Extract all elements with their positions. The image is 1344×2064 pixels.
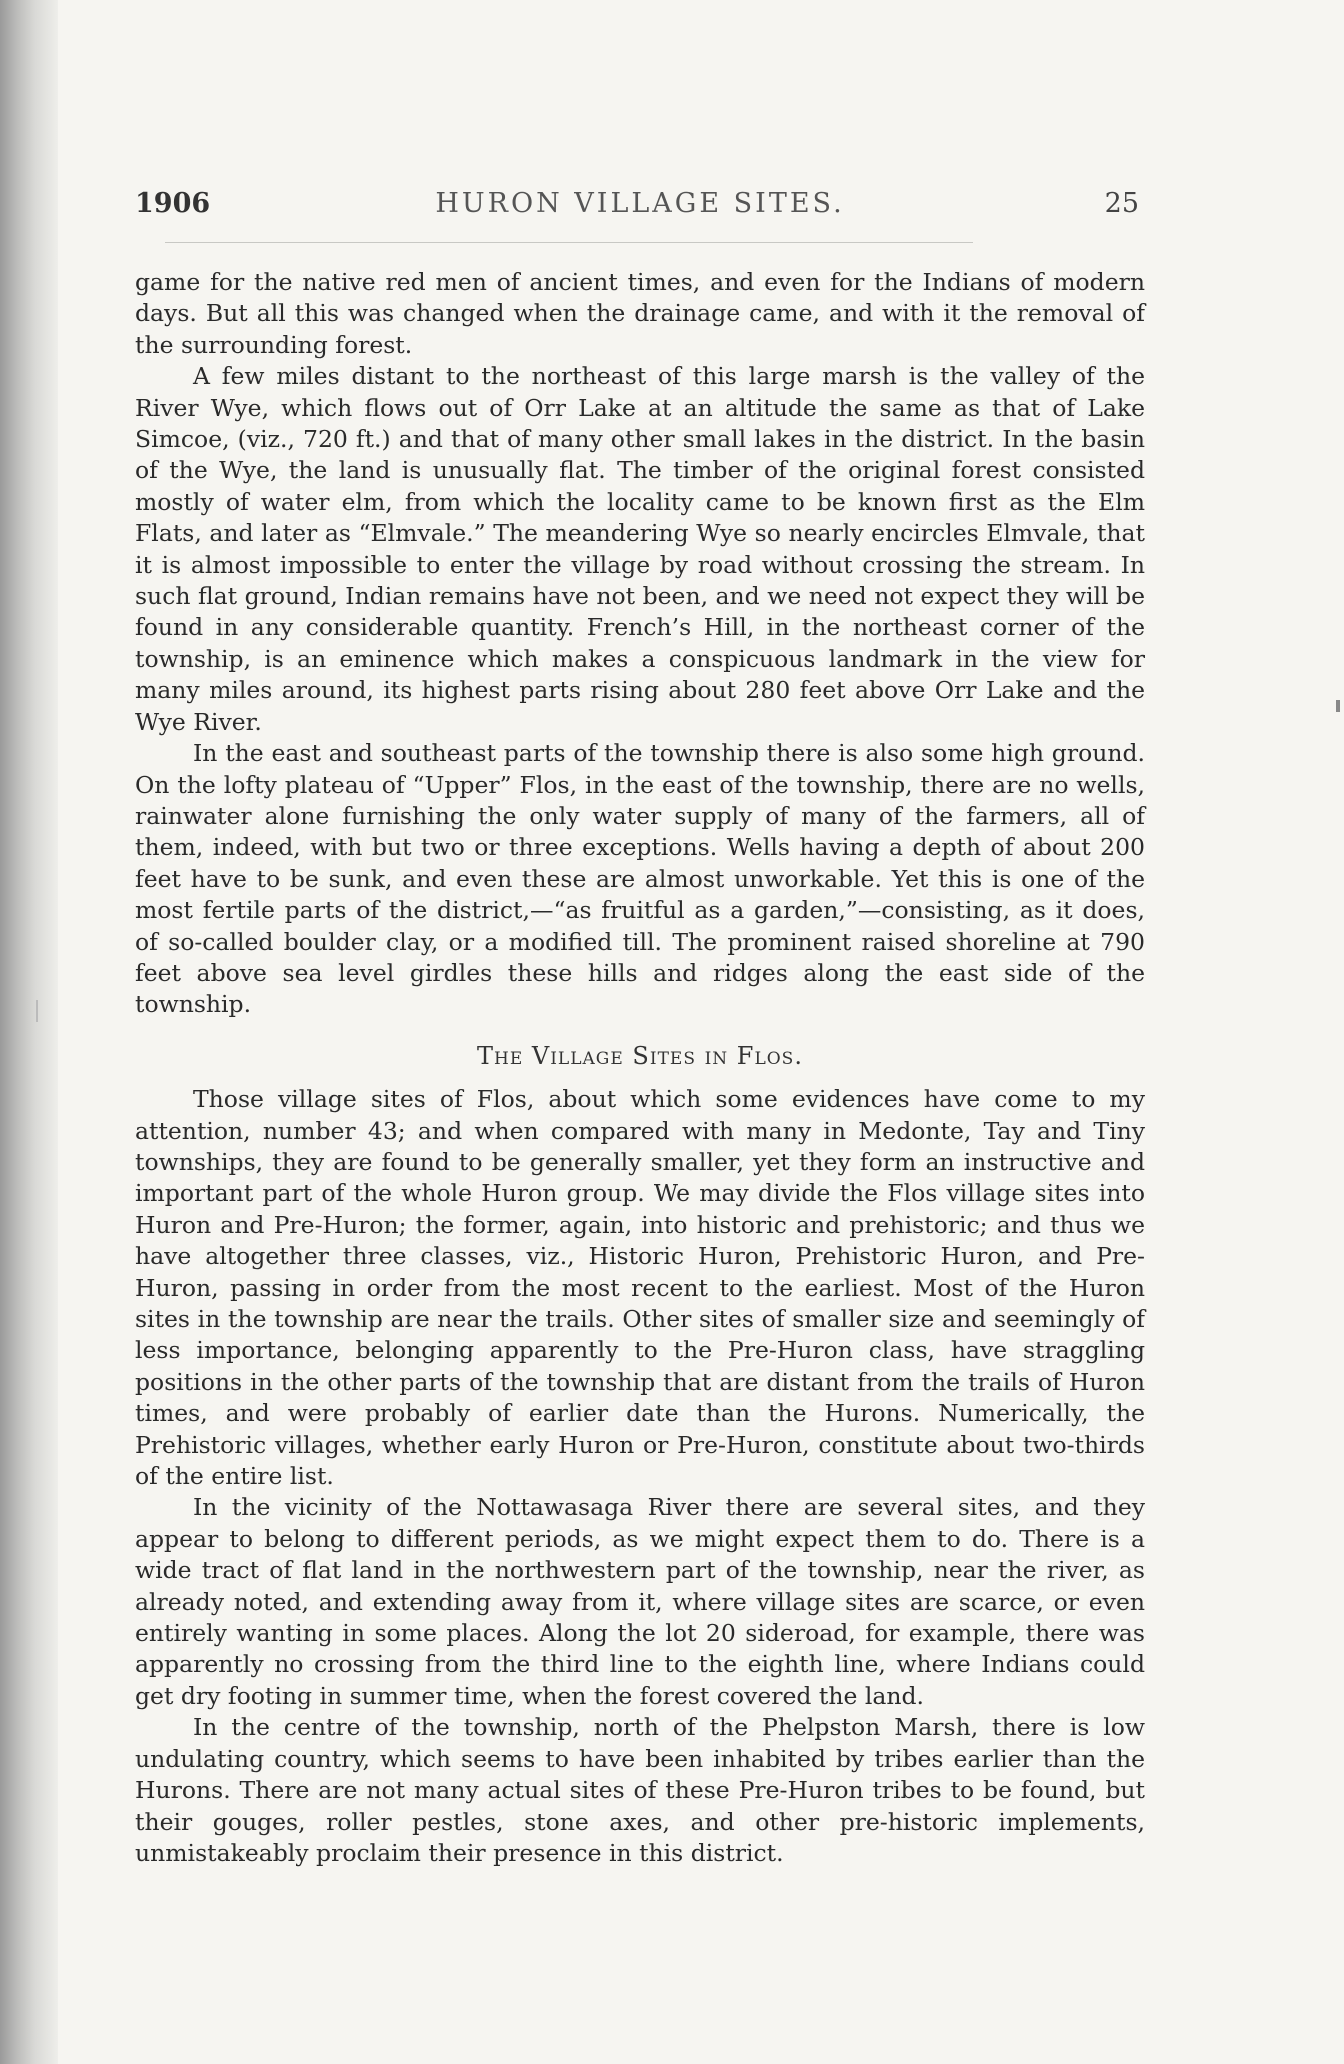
paragraph: In the centre of the township, north of the Phelpston Marsh, there is low undulating country, which seems to have been inhabited by tribes earlier than the Hurons. There are not many actual sites of these Pre-Huron tribes to be found, but their gouges, roller pestles, stone axes, and other pre-historic implements, unmistakeably proclaim their presence in this district. bbox=[135, 1713, 1145, 1867]
paragraph: Those village sites of Flos, about which some evidences have come to my attention, number 43; and when compared with many in Medonte, Tay and Tiny townships, they are found to be generally smaller, yet they form an instructive and important part of the whole Huron group. We may divide the Flos village sites into Huron and Pre-Huron; the former, again, into historic and prehistoric; and thus we have altogether three classes, viz., Historic Huron, Prehistoric Huron, and Pre-Huron, passing in order from the most recent to the earliest. Most of the Huron sites in the township are near the trails. Other sites of smaller size and seemingly of less importance, belonging apparently to the Pre-Huron class, have straggling positions in the other parts of the township that are distant from the trails of Huron times, and were probably of earlier date than the Hurons. Numerically, the Prehistoric villages, whether early Huron or Pre-Huron, constitute about two-thirds of the entire list. bbox=[135, 1085, 1145, 1491]
book-page bbox=[135, 188, 1145, 1869]
header-year: 1906 bbox=[135, 188, 211, 219]
page-number: 25 bbox=[1104, 188, 1139, 219]
paragraph: In the vicinity of the Nottawasaga River there are several sites, and they appear to belong to different periods, as we might expect them to do. There is a wide tract of flat land in the northwestern part of the township, near the river, as already noted, and extending away from it, where village sites are scarce, or even entirely wanting in some places. Along the lot 20 sideroad, for example, there was apparently no crossing from the third line to the eighth line, where Indians could get dry footing in summer time, when the forest covered the land. bbox=[135, 1493, 1145, 1710]
paragraph: A few miles distant to the northeast of this large marsh is the valley of the River Wye, which flows out of Orr Lake at an altitude the same as that of Lake Simcoe, (viz., 720 ft.) and that of many other small lakes in the district. In the basin of the Wye, the land is unusually flat. The timber of the original forest consisted mostly of water elm, from which the locality came to be known first as the Elm Flats, and later as “Elmvale.” The meandering Wye so nearly encircles Elmvale, that it is almost impossible to enter the village by road without crossing the stream. In such flat ground, Indian remains have not been, and we need not expect they will be found in any considerable quantity. French’s Hill, in the northeast corner of the township, is an eminence which makes a conspicuous landmark in the view for many miles around, its highest parts rising about 280 feet above Orr Lake and the Wye River. bbox=[135, 362, 1145, 736]
paragraph: game for the native red men of ancient times, and even for the Indians of modern days. But all this was changed when the drainage came, and with it the removal of the surrounding forest. bbox=[135, 268, 1145, 359]
header-rule bbox=[165, 242, 973, 243]
section-heading: The Village Sites in Flos. bbox=[477, 1041, 803, 1070]
margin-mark bbox=[1336, 700, 1340, 712]
page-body bbox=[135, 267, 1145, 1869]
paragraph: In the east and southeast parts of the township there is also some high ground. On the lofty plateau of “Upper” Flos, in the east of the township, there are no wells, rainwater alone furnishing the only water supply of many of the farmers, all of them, indeed, with but two or three exceptions. Wells having a depth of about 200 feet have to be sunk, and even these are almost unworkable. Yet this is one of the most fertile parts of the district,—“as fruitful as a garden,”—consisting, as it does, of so-called boulder clay, or a modified till. The prominent raised shoreline at 790 feet above sea level girdles these hills and ridges along the east side of the township. bbox=[135, 739, 1145, 1019]
book-binding-edge bbox=[0, 0, 58, 2064]
running-header bbox=[135, 188, 1145, 220]
margin-mark bbox=[36, 1000, 38, 1022]
header-title: HURON VILLAGE SITES. bbox=[435, 188, 845, 219]
